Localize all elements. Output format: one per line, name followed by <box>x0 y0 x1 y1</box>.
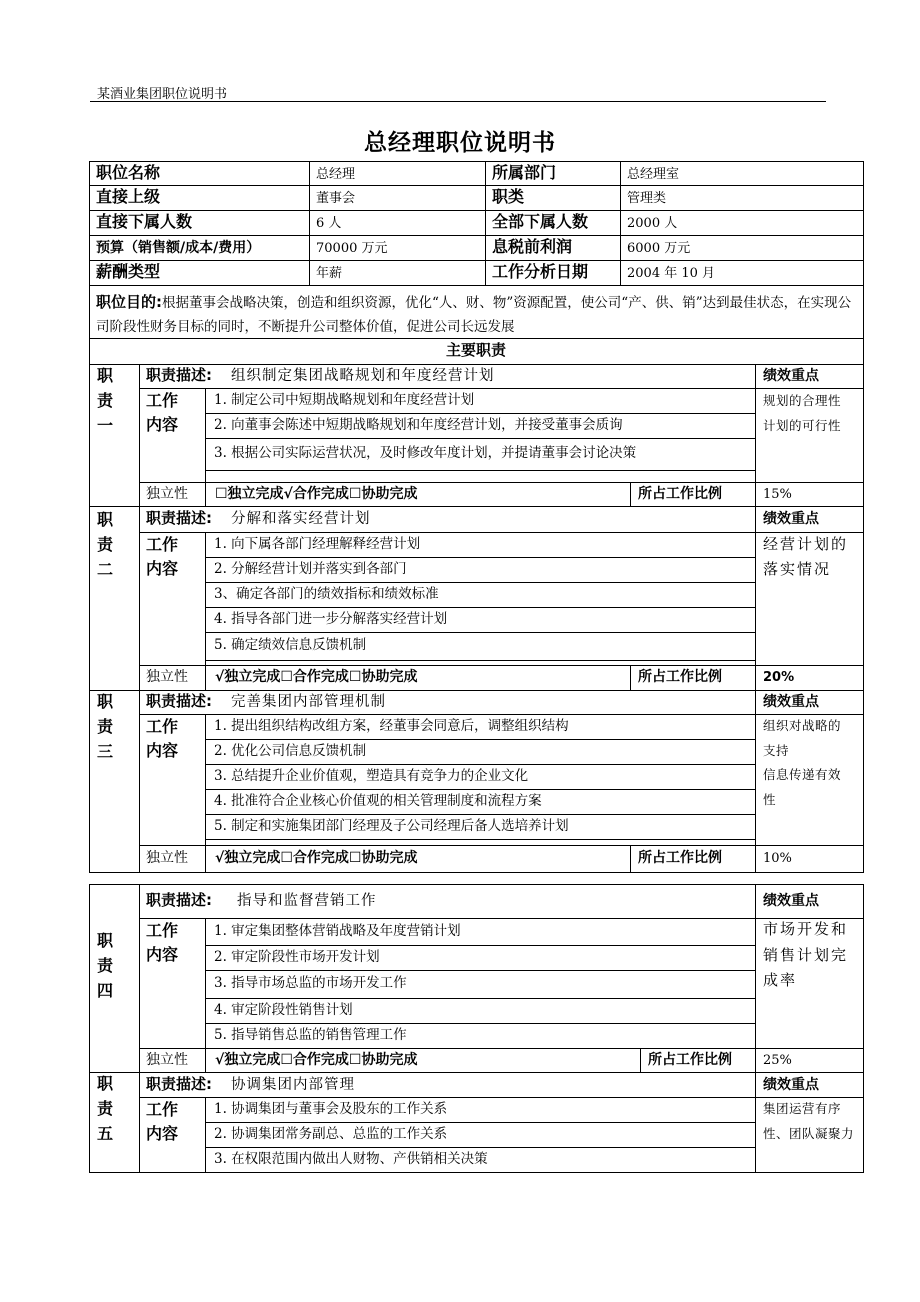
perf-focus-text: 销售计划完 <box>763 946 849 964</box>
duty-id-char: 职 <box>97 931 114 950</box>
info-value-total-reports: 2000 人 <box>627 216 678 231</box>
work-item: 4. 审定阶段性销售计划 <box>214 1002 353 1018</box>
work-content-label: 工作 <box>146 717 179 736</box>
work-item: 3. 指导市场总监的市场开发工作 <box>214 975 407 991</box>
work-item: 4. 指导各部门进一步分解落实经营计划 <box>214 611 448 627</box>
duty-description: 分解和落实经营计划 <box>231 511 371 527</box>
work-content-label: 工作 <box>146 391 179 410</box>
duty-id-char: 责 <box>97 391 114 410</box>
duty-description: 协调集团内部管理 <box>231 1077 355 1093</box>
work-content-label: 内容 <box>146 415 179 434</box>
independence-label: 独立性 <box>146 669 188 685</box>
header-divider <box>90 101 826 102</box>
duty-id-char: 职 <box>97 692 114 711</box>
info-value-analysis-date: 2004 年 10 月 <box>627 266 716 281</box>
perf-focus-text: 集团运营有序 <box>763 1101 842 1116</box>
info-value-budget: 70000 万元 <box>316 241 388 256</box>
info-label-salary-type: 薪酬类型 <box>96 262 161 281</box>
independence-value: √独立完成☐合作完成☐协助完成 <box>215 850 418 866</box>
duty-id-char: 一 <box>97 416 114 435</box>
position-purpose <box>96 290 858 339</box>
work-item: 3、确定各部门的绩效指标和绩效标准 <box>214 586 439 602</box>
perf-focus-label: 绩效重点 <box>763 368 819 384</box>
duty-id-cell <box>89 506 140 691</box>
work-content-label: 工作 <box>146 1100 179 1119</box>
info-value-category: 管理类 <box>627 191 667 206</box>
work-content-label: 内容 <box>146 741 179 760</box>
work-content-label: 工作 <box>146 921 179 940</box>
duty-description-label: 职责描述: <box>146 891 212 909</box>
document-header: 某酒业集团职位说明书 <box>97 87 228 102</box>
work-item: 1. 协调集团与董事会及股东的工作关系 <box>214 1101 448 1117</box>
work-item: 5. 确定绩效信息反馈机制 <box>214 637 367 653</box>
work-content-label: 内容 <box>146 945 179 964</box>
work-item: 1. 向下属各部门经理解释经营计划 <box>214 536 421 552</box>
page-title: 总经理职位说明书 <box>364 130 556 156</box>
duty-id-char: 责 <box>97 535 114 554</box>
perf-focus-text: 组织对战略的 <box>763 718 842 733</box>
duty-id-char: 职 <box>97 510 114 529</box>
info-value-department: 总经理室 <box>627 167 680 182</box>
perf-focus-text: 计划的可行性 <box>763 418 842 433</box>
duty-id-char: 责 <box>97 717 114 736</box>
perf-focus-label: 绩效重点 <box>763 694 819 710</box>
work-item: 3. 总结提升企业价值观，塑造具有竞争力的企业文化 <box>214 768 529 784</box>
perf-focus-text: 支持 <box>763 743 790 758</box>
perf-focus-text: 落实情况 <box>763 560 832 578</box>
perf-focus-text: 信息传递有效 <box>763 767 842 782</box>
work-item: 1. 提出组织结构改组方案，经董事会同意后，调整组织结构 <box>214 718 569 734</box>
purpose-label: 职位目的: <box>96 293 162 311</box>
work-item: 5. 指导销售总监的销售管理工作 <box>214 1027 407 1043</box>
info-value-ebit: 6000 万元 <box>627 241 691 256</box>
independence-value: √独立完成☐合作完成☐协助完成 <box>215 669 418 685</box>
ratio-value: 15% <box>763 487 792 502</box>
work-item: 5. 制定和实施集团部门经理及子公司经理后备人选培养计划 <box>214 818 569 834</box>
info-label-superior: 直接上级 <box>96 187 161 206</box>
work-item: 1. 审定集团整体营销战略及年度营销计划 <box>214 923 461 939</box>
main-duties-heading: 主要职责 <box>445 341 506 359</box>
info-value-superior: 董事会 <box>316 191 356 206</box>
independence-label: 独立性 <box>146 850 188 866</box>
work-item: 4. 批准符合企业核心价值观的相关管理制度和流程方案 <box>214 793 542 809</box>
work-item: 2. 协调集团常务副总、总监的工作关系 <box>214 1126 448 1142</box>
work-item: 2. 分解经营计划并落实到各部门 <box>214 561 407 577</box>
info-label-direct-reports: 直接下属人数 <box>96 212 193 231</box>
work-item: 3. 根据公司实际运营状况，及时修改年度计划，并提请董事会讨论决策 <box>214 445 637 461</box>
info-value-position-name: 总经理 <box>316 167 356 182</box>
purpose-text: 根据董事会战略决策，创造和组织资源，优化“人、财、物”资源配置，使公司“产、供、销”达到最佳状态，在实现公司阶段性财务目标的同时，不断提升公司整体价值，促进公司长远发展 <box>96 295 852 335</box>
independence-label: 独立性 <box>146 486 188 502</box>
info-label-department: 所属部门 <box>492 163 557 182</box>
duty-description-cell <box>139 884 756 919</box>
duty-id-char: 二 <box>97 560 114 579</box>
perf-focus-text: 性、团队凝聚力 <box>763 1126 855 1141</box>
perf-focus-text: 性 <box>763 792 777 807</box>
work-content-label: 工作 <box>146 535 179 554</box>
info-label-category: 职类 <box>492 187 525 206</box>
perf-focus-text: 经营计划的 <box>763 535 849 553</box>
ratio-label: 所占工作比例 <box>638 486 722 502</box>
duty-description-label: 职责描述: <box>146 1075 212 1093</box>
perf-focus-label: 绩效重点 <box>763 893 819 909</box>
work-item: 2. 向董事会陈述中短期战略规划和年度经营计划，并接受董事会质询 <box>214 417 623 433</box>
duty-description-label: 职责描述: <box>146 366 212 384</box>
independence-value: ☐独立完成√合作完成☐协助完成 <box>215 486 418 502</box>
duty-id-char: 五 <box>97 1124 114 1143</box>
work-item: 1. 制定公司中短期战略规划和年度经营计划 <box>214 392 475 408</box>
work-content-label: 内容 <box>146 1124 179 1143</box>
duty-description-label: 职责描述: <box>146 692 212 710</box>
duty-id-char: 职 <box>97 366 114 385</box>
duty-description: 组织制定集团战略规划和年度经营计划 <box>231 368 495 384</box>
info-label-ebit: 息税前利润 <box>492 237 573 256</box>
info-label-analysis-date: 工作分析日期 <box>492 262 589 281</box>
duty-id-cell <box>89 364 140 507</box>
duty-id-char: 四 <box>97 981 114 1000</box>
duty-id-char: 责 <box>97 956 114 975</box>
ratio-value: 10% <box>763 851 792 866</box>
duty-description: 完善集团内部管理机制 <box>231 694 386 710</box>
ratio-value: 25% <box>763 1053 792 1068</box>
independence-value: √独立完成☐合作完成☐协助完成 <box>215 1052 418 1068</box>
work-item: 2. 优化公司信息反馈机制 <box>214 743 367 759</box>
ratio-label: 所占工作比例 <box>638 669 722 685</box>
perf-focus-text: 成率 <box>763 971 798 989</box>
duty-id-char: 责 <box>97 1099 114 1118</box>
duty-id-char: 三 <box>97 742 114 761</box>
work-item: 3. 在权限范围内做出人财物、产供销相关决策 <box>214 1151 488 1167</box>
work-content-label: 内容 <box>146 559 179 578</box>
perf-focus-text: 规划的合理性 <box>763 393 842 408</box>
duty-description-label: 职责描述: <box>146 509 212 527</box>
info-label-position-name: 职位名称 <box>96 163 161 182</box>
info-value-direct-reports: 6 人 <box>316 216 342 231</box>
independence-label: 独立性 <box>146 1052 188 1068</box>
perf-focus-label: 绩效重点 <box>763 511 819 527</box>
duty-id-char: 职 <box>97 1074 114 1093</box>
work-item: 2. 审定阶段性市场开发计划 <box>214 949 380 965</box>
ratio-label: 所占工作比例 <box>638 850 722 866</box>
info-label-total-reports: 全部下属人数 <box>492 212 589 231</box>
perf-focus-text: 市场开发和 <box>763 920 849 938</box>
info-label-budget: 预算（销售额/成本/费用） <box>96 240 261 256</box>
duty-id-cell <box>89 884 140 1073</box>
info-value-salary-type: 年薪 <box>316 266 343 281</box>
perf-focus-label: 绩效重点 <box>763 1077 819 1093</box>
ratio-label: 所占工作比例 <box>648 1052 732 1068</box>
ratio-value: 20% <box>763 670 795 685</box>
duty-description: 指导和监督营销工作 <box>237 893 377 909</box>
